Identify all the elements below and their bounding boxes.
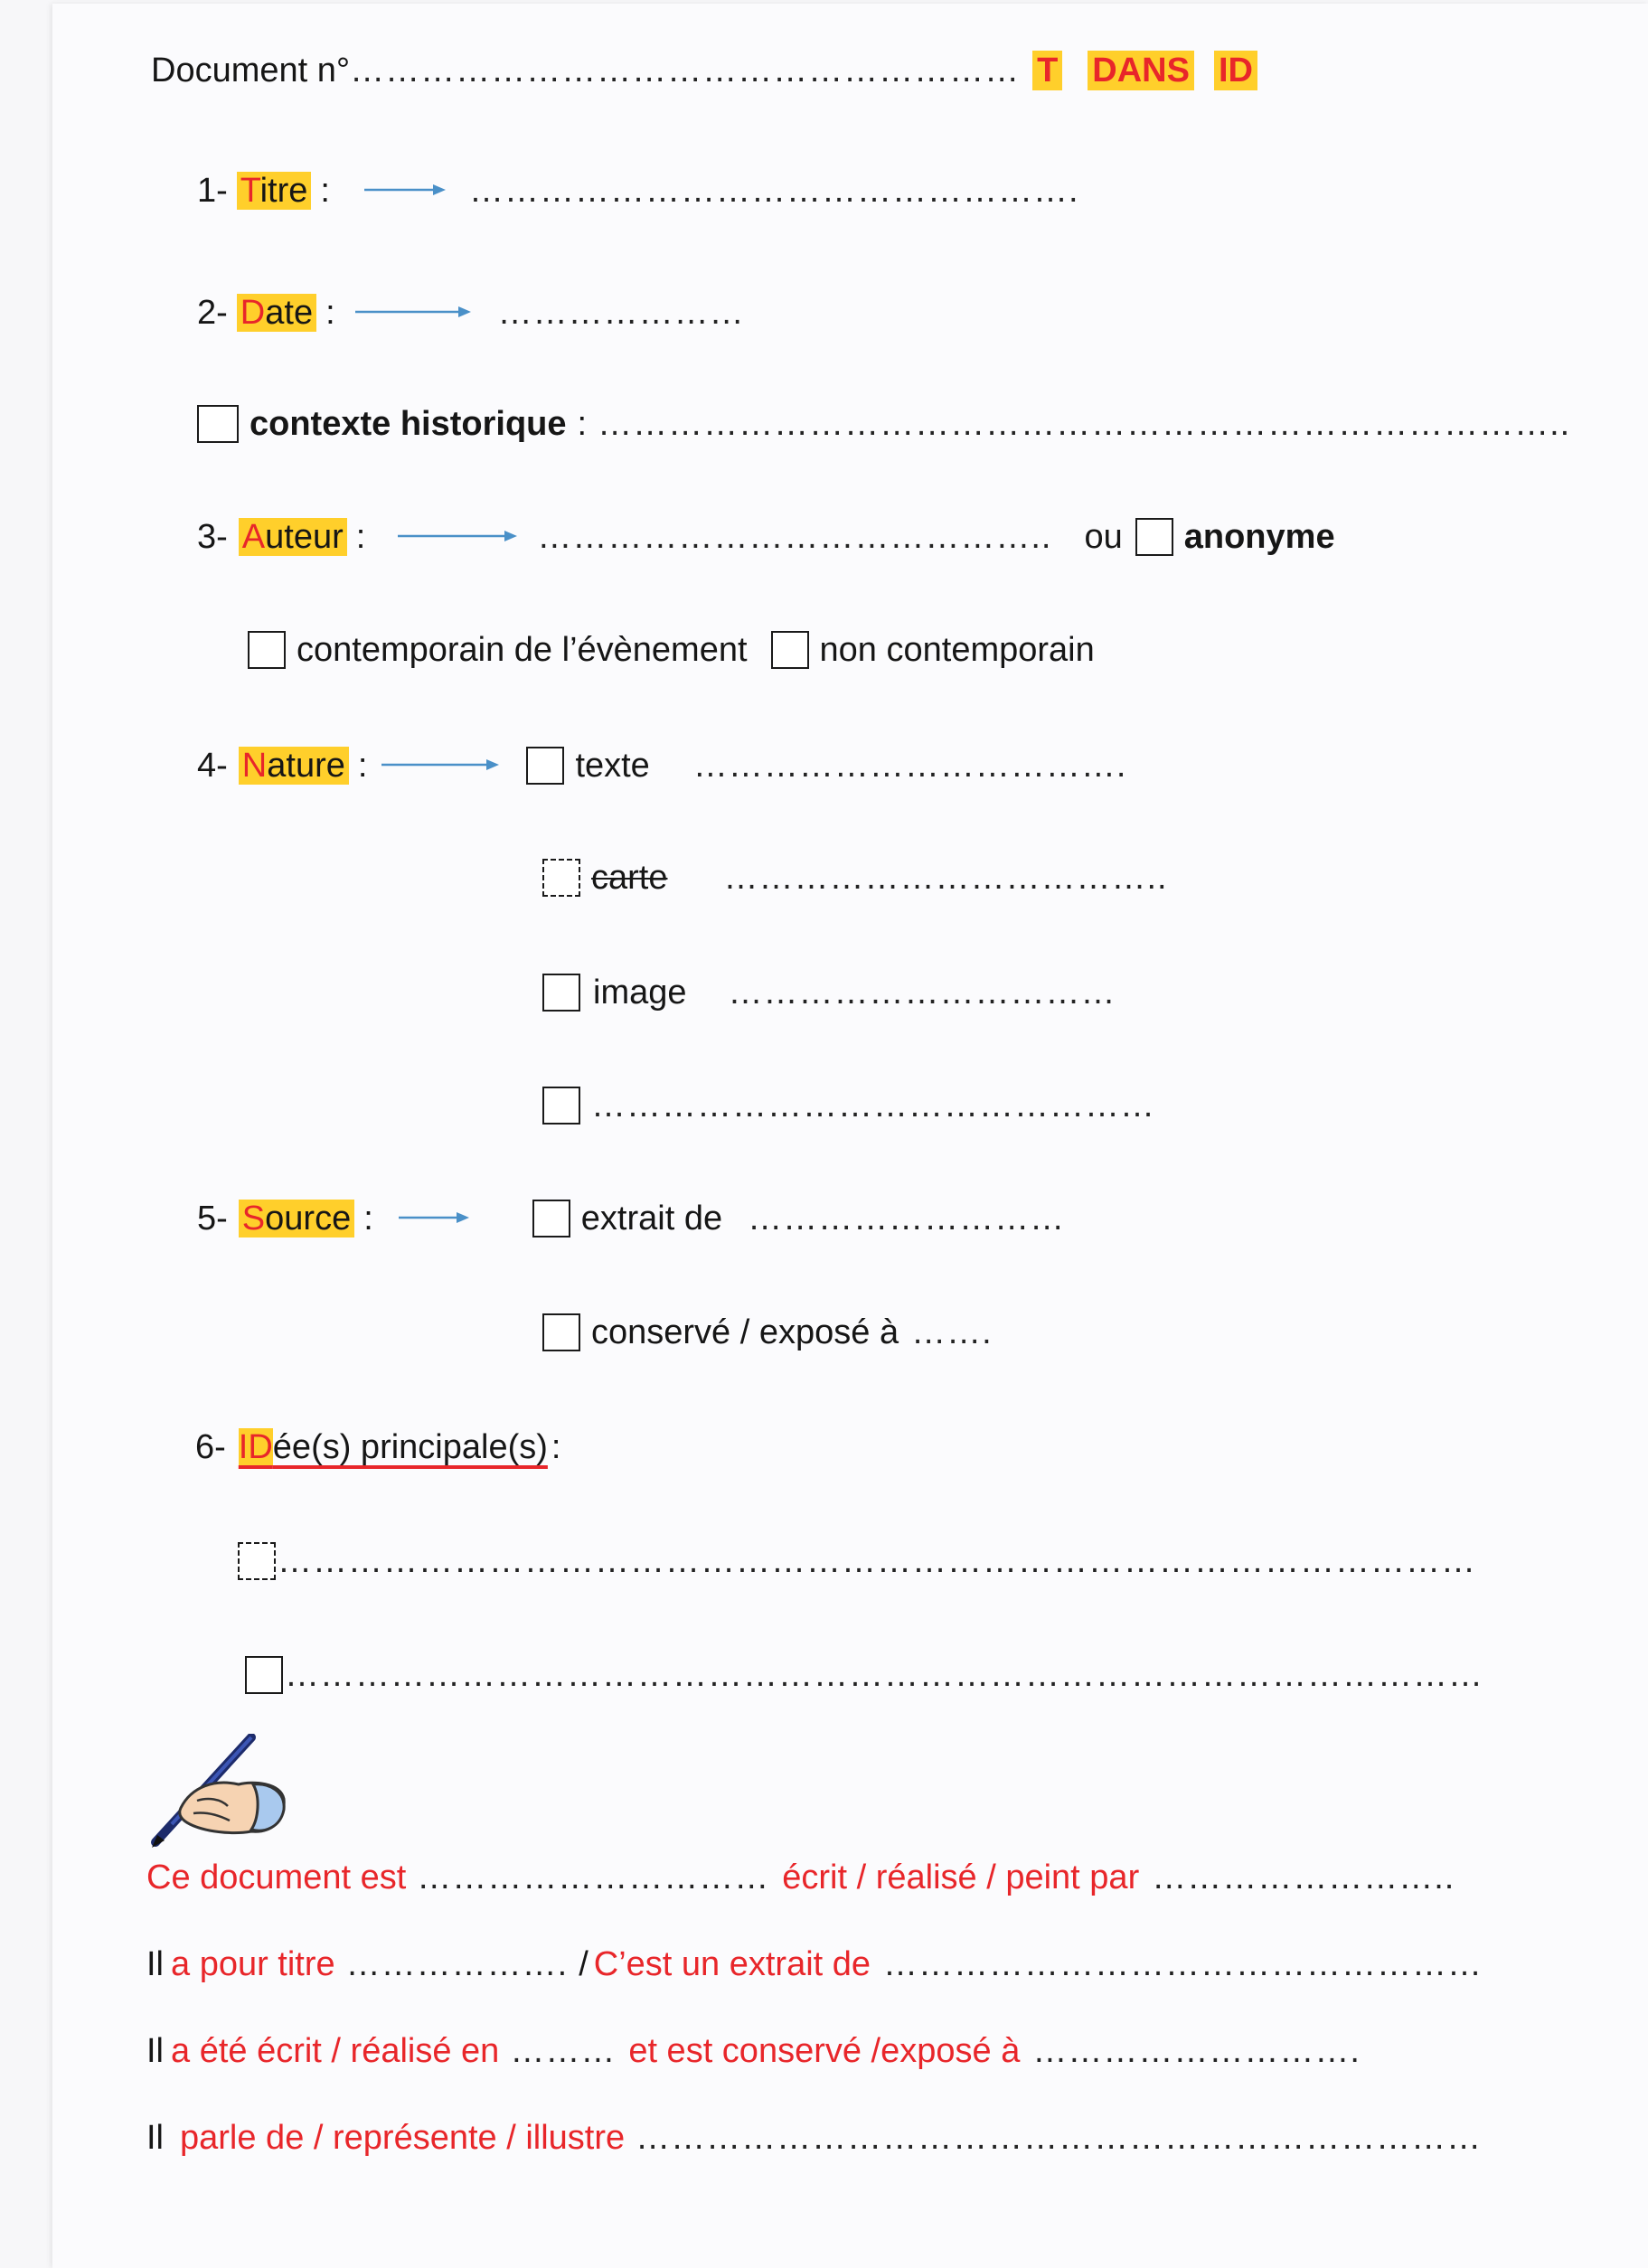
conserve-label: conservé / exposé à <box>591 1313 899 1351</box>
extrait-dots: ……………………… <box>748 1200 1066 1238</box>
idee-line-1 <box>238 1542 1476 1580</box>
idee-colon: : <box>551 1428 561 1466</box>
idee-line-2 <box>245 1656 1483 1694</box>
summary-2-a: a pour titre <box>171 1945 335 1983</box>
conserve-checkbox[interactable] <box>542 1313 580 1351</box>
summary-2-il: Il <box>146 1945 164 1983</box>
non-contemporain-checkbox[interactable] <box>771 631 809 669</box>
titre-colon: : <box>320 172 330 210</box>
summary-4-dots: ……………………………………………………………… <box>636 2119 1483 2157</box>
anonyme-label: anonyme <box>1183 518 1335 556</box>
non-contemporain-label: non contemporain <box>819 631 1095 669</box>
arrow-right-icon <box>381 764 499 767</box>
auteur-number: 3- <box>197 518 228 556</box>
contemporain-row <box>248 631 1095 669</box>
image-dots: …………………………… <box>728 974 1116 1012</box>
idee-1-checkbox[interactable] <box>238 1542 276 1580</box>
nature-label: Nature <box>239 747 349 785</box>
carte-dots: ……………………………….. <box>723 859 1168 897</box>
arrow-right-icon <box>364 189 446 193</box>
date-number: 2- <box>197 294 228 332</box>
tag-dans: DANS <box>1088 51 1194 90</box>
autre-nature-dots: ………………………………………… <box>591 1087 1155 1125</box>
summary-3-dots-2: ………………………. <box>1032 2032 1361 2070</box>
texte-checkbox[interactable] <box>526 747 564 785</box>
date-dots: ………………… <box>497 294 745 332</box>
idee-2-dots: ………………………………………………………………………………………… <box>285 1656 1483 1694</box>
nature-colon: : <box>357 747 368 785</box>
anonyme-checkbox[interactable] <box>1135 518 1173 556</box>
autre-nature-row <box>542 1087 1155 1125</box>
contemporain-checkbox[interactable] <box>248 631 286 669</box>
summary-3-il: Il <box>146 2032 164 2070</box>
idee-2-checkbox[interactable] <box>245 1656 283 1694</box>
source-label: Source <box>239 1200 354 1238</box>
contexte-colon: : <box>577 405 588 443</box>
summary-1-dots-2: …………………….. <box>1152 1859 1455 1896</box>
source-colon: : <box>363 1200 373 1238</box>
carte-row <box>542 859 1168 897</box>
summary-1-b: écrit / réalisé / peint par <box>782 1859 1140 1896</box>
contexte-label: contexte historique <box>250 405 567 443</box>
summary-line-2 <box>146 1947 1483 1981</box>
summary-1-dots-1: ………………………… <box>417 1859 770 1896</box>
auteur-ou: ou <box>1084 518 1123 556</box>
titre-label: Titre <box>237 172 312 210</box>
titre-row <box>197 172 1079 210</box>
document-number-dots: ………………………………………………… <box>350 52 1021 89</box>
auteur-dots: …………………………………….. <box>537 518 1052 556</box>
auteur-row <box>197 518 1335 556</box>
auteur-colon: : <box>355 518 366 556</box>
date-label: Date <box>237 294 316 332</box>
nature-row <box>197 747 1126 785</box>
source-number: 5- <box>197 1200 228 1238</box>
summary-3-dots-1: ……… <box>510 2032 617 2070</box>
titre-dots: ……………………………………………. <box>468 172 1079 210</box>
summary-line-3 <box>146 2034 1361 2068</box>
summary-2-b: C’est un extrait de <box>593 1945 871 1983</box>
arrow-right-icon <box>399 1217 469 1220</box>
carte-checkbox[interactable] <box>542 859 580 897</box>
date-colon: : <box>325 294 335 332</box>
conserve-row <box>542 1313 993 1351</box>
document-number-row <box>151 51 1257 90</box>
conserve-dots: ……. <box>911 1313 993 1351</box>
contexte-row <box>197 405 1570 443</box>
contexte-dots: ……………………………………………………………………….. <box>598 405 1571 443</box>
summary-1-a: Ce document est <box>146 1859 407 1896</box>
source-row <box>197 1200 1065 1238</box>
extrait-label: extrait de <box>580 1200 723 1238</box>
tag-id: ID <box>1214 51 1257 90</box>
contexte-checkbox[interactable] <box>197 405 239 443</box>
arrow-right-icon <box>355 311 471 315</box>
writing-hand-icon <box>145 1734 289 1849</box>
autre-nature-checkbox[interactable] <box>542 1087 580 1125</box>
document-number-label: Document n° <box>151 52 351 89</box>
image-checkbox[interactable] <box>542 974 580 1012</box>
nature-number: 4- <box>197 747 228 785</box>
idee-row <box>195 1430 560 1464</box>
titre-number: 1- <box>197 172 228 210</box>
idee-1-dots: ………………………………………………………………………………………… <box>278 1542 1476 1580</box>
contemporain-label: contemporain de l’évènement <box>297 631 748 669</box>
summary-3-a: a été écrit / réalisé en <box>171 2032 500 2070</box>
summary-4-il: Il <box>146 2119 164 2157</box>
summary-line-4 <box>146 2121 1482 2155</box>
carte-label: carte <box>591 859 668 897</box>
idee-label: IDée(s) principale(s) <box>238 1428 548 1466</box>
texte-dots: ………………………………. <box>692 747 1127 785</box>
summary-4-a: parle de / représente / illustre <box>180 2119 626 2157</box>
tag-t: T <box>1032 51 1062 90</box>
worksheet-page <box>52 4 1648 2268</box>
summary-2-dots-2: …………………………………………… <box>883 1945 1483 1983</box>
summary-2-slash: / <box>579 1945 589 1983</box>
idee-number: 6- <box>195 1428 226 1466</box>
extrait-checkbox[interactable] <box>532 1200 570 1238</box>
image-row <box>542 974 1116 1012</box>
auteur-label: Auteur <box>239 518 347 556</box>
summary-3-b: et est conservé /exposé à <box>628 2032 1021 2070</box>
image-label: image <box>593 974 687 1012</box>
date-row <box>197 294 745 332</box>
summary-line-1 <box>146 1860 1455 1895</box>
arrow-right-icon <box>398 535 517 539</box>
summary-2-dots-1: ………………. <box>345 1945 569 1983</box>
texte-label: texte <box>575 747 650 785</box>
